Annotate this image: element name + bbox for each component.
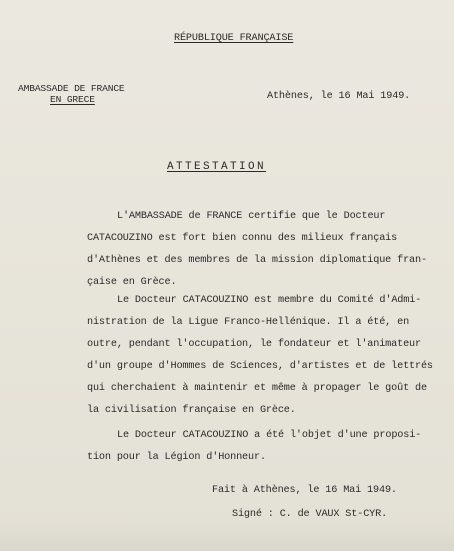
body-line-3: d'Athènes et des membres de la mission diplomatique fran- (87, 255, 427, 266)
body-line-12: tion pour la Légion d'Honneur. (87, 452, 266, 463)
body-line-10: la civilisation française en Grèce. (87, 405, 296, 416)
republic-header: RÉPUBLIQUE FRANÇAISE (174, 33, 294, 44)
body-line-4: çaise en Grèce. (87, 277, 177, 288)
body-line-5: Le Docteur CATACOUZINO est membre du Comité d'Admi- (117, 295, 422, 306)
date-line: Athènes, le 16 Mai 1949. (267, 91, 411, 102)
document-heading: ATTESTATION (167, 161, 267, 173)
body-line-6: nistration de la Ligue Franco-Hellénique. Il a été, en (87, 317, 410, 328)
body-line-2: CATACOUZINO est fort bien connu des milieux français (87, 233, 398, 244)
signature-line: Signé : C. de VAUX St-CYR. (232, 509, 388, 520)
paper-shading (0, 520, 454, 551)
closing-place-date: Fait à Athènes, le 16 Mai 1949. (212, 485, 397, 496)
body-line-11: Le Docteur CATACOUZINO a été l'objet d'une proposi- (117, 430, 422, 441)
body-line-8: d'un groupe d'Hommes de Sciences, d'artistes et de lettrés (87, 361, 433, 372)
embassy-name-line1: AMBASSADE DE FRANCE (18, 83, 125, 94)
embassy-name-line2: EN GRECE (50, 94, 95, 105)
body-line-9: qui cherchaient à maintenir et même à propager le goût de (87, 383, 427, 394)
body-line-1: L'AMBASSADE de FRANCE certifie que le Docteur (117, 211, 386, 222)
body-line-7: outre, pendant l'occupation, le fondateur et l'animateur (87, 339, 421, 350)
